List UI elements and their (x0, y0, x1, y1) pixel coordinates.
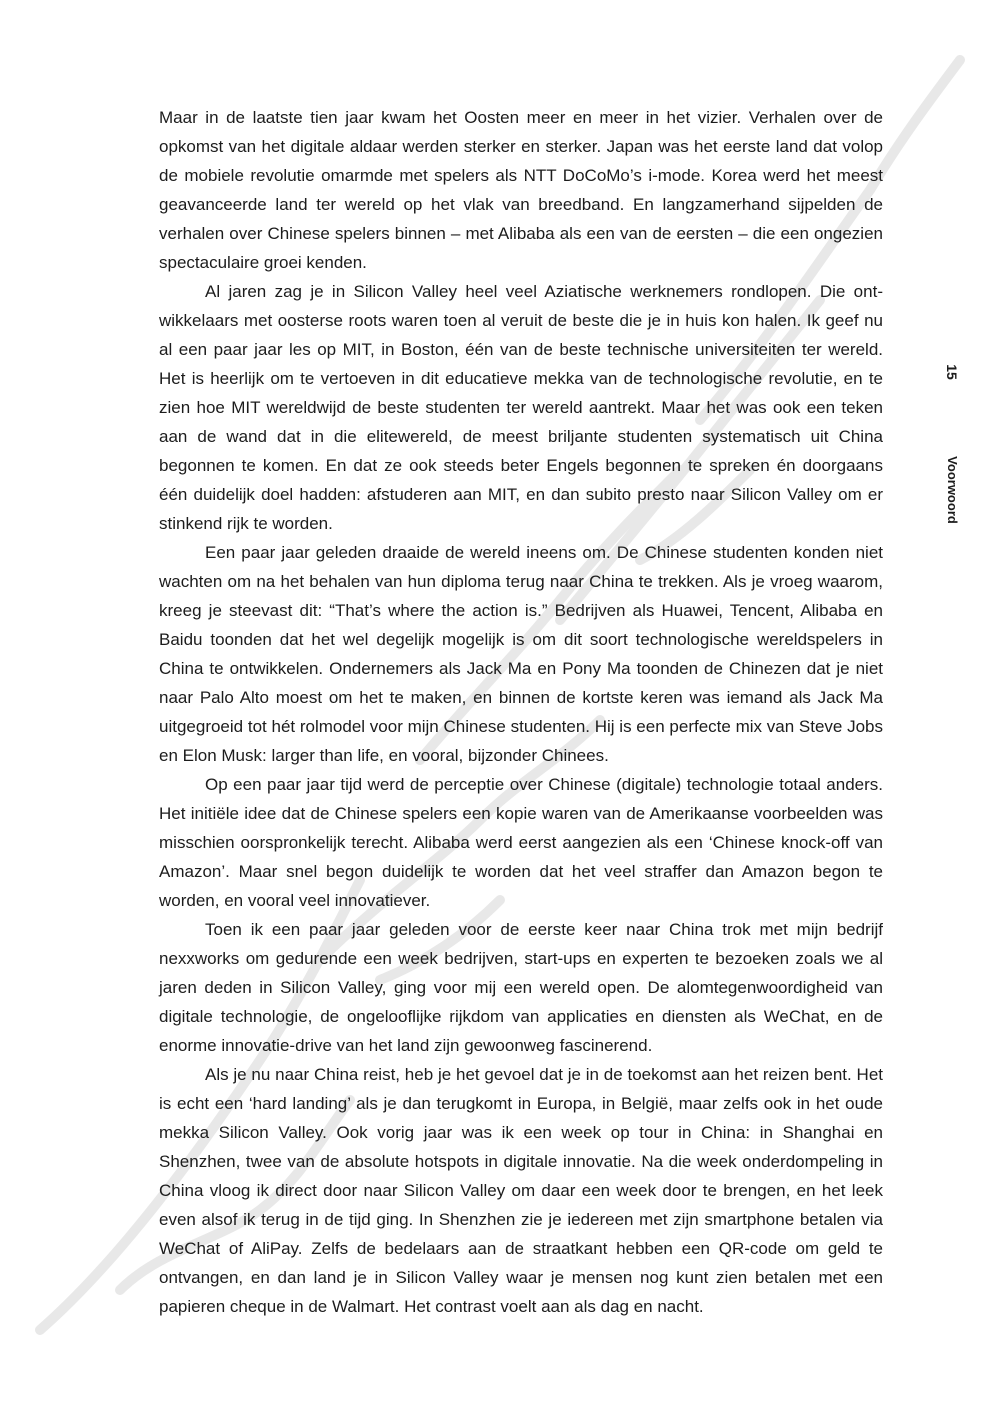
chapter-title: Voorwoord (945, 456, 960, 524)
paragraph: Toen ik een paar jaar geleden voor de eerste keer naar China trok met mijn bedrijf nexxworks om gedurende een week bedrijven, start-ups en experten te bezoeken zoals we al jaren deden in Silicon Valley, ging voor mij een wereld open. De alomtegenwoordigheid van digitale technologie, de ongelooflijke rijkdom van applicaties en diensten als WeChat, en de enorme innovatie-drive van het land zijn gewoonweg fascinerend. (159, 920, 883, 1055)
paragraph: Als je nu naar China reist, heb je het gevoel dat je in de toekomst aan het reizen bent. Het is echt een ‘hard landing’ als je dan terugkomt in Europa, in België, maar zelfs ook in het oude mekka Silicon Valley. Ook vorig jaar was ik een week op tour in China: in Shanghai en Shenzhen, twee van de absolute hotspots in digitale innovatie. Na die week onderdompeling in China vloog ik direct door naar Silicon Valley om daar een week door te brengen, en het leek even alsof ik terug in de tijd ging. In Shenzhen zie je iedereen met zijn smartphone betalen via WeChat of AliPay. Zelfs de bedelaars aan de straatkant hebben een QR-code om geld te ontvangen, en dan land je in Silicon Valley waar je mensen nog kunt zien betalen met een papieren cheque in de Walmart. Het contrast voelt aan als dag en nacht. (159, 1065, 883, 1316)
paragraph: Een paar jaar geleden draaide de wereld ineens om. De Chinese studenten konden niet wachten om na het behalen van hun diploma terug naar China te trekken. Als je vroeg waarom, kreeg je steevast dit: “That’s where the action is.” Bedrijven als Huawei, Tencent, Alibaba en Baidu toonden dat het wel degelijk mogelijk is om dit soort technologische wereldspelers in China te ontwikkelen. Ondernemers als Jack Ma en Pony Ma toonden de Chinezen dat je niet naar Palo Alto moest om het te maken, en binnen de kortste keren was iemand als Jack Ma uitgegroeid tot hét rolmodel voor mijn Chinese studenten. Hij is een perfecte mix van Steve Jobs en Elon Musk: larger than life, en vooral, bijzonder Chinees. (159, 543, 883, 765)
paragraph: Op een paar jaar tijd werd de perceptie over Chinese (digitale) technologie totaal anders. Het initiële idee dat de Chinese spelers een kopie waren van de Amerikaanse voorbeelden was misschien oorspronkelijk terecht. Alibaba werd eerst aangezien als een ‘Chinese knock-off van Amazon’. Maar snel begon duidelijk te worden dat het veel straffer dan Amazon begon te worden, en vooral veel innovatiever. (159, 775, 883, 910)
body-text (159, 103, 883, 1321)
paragraph: Maar in de laatste tien jaar kwam het Oosten meer en meer in het vizier. Verhalen over de opkomst van het digitale aldaar werden sterker en sterker. Japan was het eerste land dat volop de mobiele revolutie omarmde met spelers als NTT DoCoMo’s i-mode. Korea werd het meest geavanceerde land ter wereld op het vlak van breedband. En langzamerhand sijpelden de verhalen over Chinese spelers binnen – met Alibaba als een van de eersten – die een ongezien spectaculaire groei kenden. (159, 108, 883, 272)
paragraph: Al jaren zag je in Silicon Valley heel veel Aziatische werknemers rondlopen. Die ontwikkelaars met oosterse roots waren toen al veruit de beste die je in huis kon halen. Ik geef nu al een paar jaar les op MIT, in Boston, één van de beste technische universiteiten ter wereld. Het is heerlijk om te vertoeven in dit educatieve mekka van de technologische revolutie, en te zien hoe MIT wereldwijd de beste studenten ter wereld aantrekt. Maar het was ook een teken aan de wand dat in die elitewereld, de meest briljante studenten systematisch uit China begonnen te komen. En dat ze ook steeds beter Engels begonnen te spreken én doorgaans één duidelijk doel hadden: afstuderen aan MIT, en dan subito presto naar Silicon Valley om er stinkend rijk te worden. (159, 282, 883, 533)
page-number: 15 (944, 364, 960, 380)
